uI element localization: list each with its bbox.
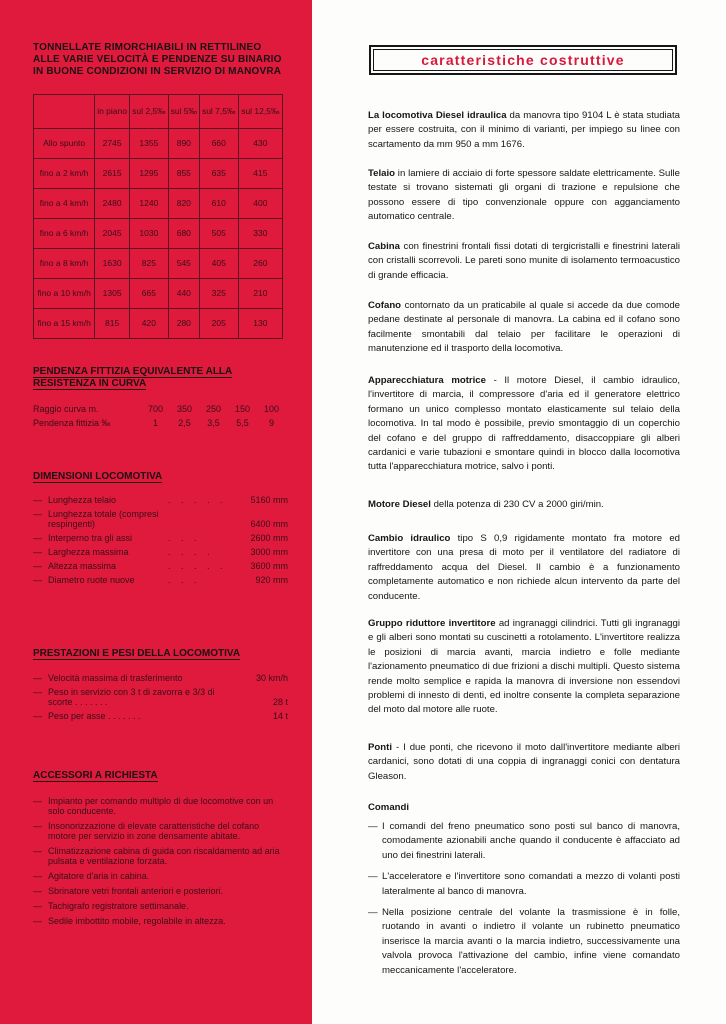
dimension-label: Lunghezza telaio [48, 495, 117, 505]
specs-panel [0, 0, 312, 1024]
dash-glyph: — [33, 561, 42, 571]
column-header: sul 12,5‰ [238, 95, 282, 129]
performance-title: PRESTAZIONI E PESI DELLA LOCOMOTIVA [33, 648, 241, 659]
leader-dots: . . . [168, 533, 201, 543]
accessory-item [33, 821, 288, 841]
accessories-title: ACCESSORI A RICHIESTA [33, 770, 158, 781]
curve-value: 2,5 [178, 418, 191, 428]
dimension-value: 5160 mm [250, 495, 288, 505]
table-cell: 405 [199, 249, 238, 279]
curve-value: 5,5 [236, 418, 249, 428]
dash-glyph: — [368, 871, 378, 883]
command-item [368, 906, 680, 978]
table-cell: 210 [238, 279, 282, 309]
performance-value: 28 t [272, 697, 288, 707]
performance-label: Peso in servizio con 3 t di zavorra e 3/3 di scorte . . . . . . . [48, 687, 215, 707]
table-cell: 260 [238, 249, 282, 279]
dash-glyph: — [368, 907, 378, 919]
para-telaio: Telaio in lamiere di acciaio di forte spessore saldate elettricamente. Sulle testate si trovano sistemati gli organi di trazione e repulsione che possono essere di tipo convenzionale oppure con agganciamento automatico centrale. [368, 168, 680, 223]
table-body [34, 129, 283, 339]
commands-title: Comandi [368, 802, 410, 813]
command-item [368, 870, 680, 899]
dash-glyph: — [33, 687, 42, 697]
table-cell: 890 [168, 129, 199, 159]
table-row [34, 309, 283, 339]
dash-glyph: — [33, 821, 42, 831]
accessory-label: Tachigrafo registratore settimanale. [48, 901, 189, 911]
table-row [34, 249, 283, 279]
table-cell: fino a 6 km/h [34, 219, 95, 249]
table-cell: 1240 [129, 189, 168, 219]
performance-label: Velocità massima di trasferimento [48, 673, 183, 683]
curve-row [33, 402, 288, 416]
para-apparecchiatura: Apparecchiatura motrice - Il motore Diesel, il cambio idraulico, l'invertitore di marcia, il compressore d'aria ed il generatore elettrico formano un unico complesso montato elasticamente sul telaio della locomotiva. In tal modo è possibile, previo smontaggio di un coperchio del cofano e del gruppo di raffreddamento, disaccoppiare gli alberi cardanici e varie tubazioni e smontare quindi in blocco dalla locomotiva tutta l'apparecchiatura motrice, salvo i ponti. [368, 375, 681, 473]
table-cell: 855 [168, 159, 199, 189]
accessory-item [33, 916, 288, 926]
command-text: L'acceleratore e l'invertitore sono comandati a mezzo di volanti posti lateralmente al banco di manovra. [382, 871, 680, 897]
command-item [368, 820, 680, 863]
dash-glyph: — [33, 846, 42, 856]
curve-title: PENDENZA FITTIZIA EQUIVALENTE ALLA RESISTENZA IN CURVA [33, 366, 233, 389]
dash-glyph: — [33, 796, 42, 806]
dimension-value: 6400 mm [250, 519, 288, 529]
performance-value: 30 km/h [255, 673, 288, 683]
dash-glyph: — [33, 901, 42, 911]
curve-value: 350 [176, 404, 193, 414]
dimension-item [33, 533, 288, 543]
leader-dots: . . . [168, 575, 201, 585]
para-gruppo: Gruppo riduttore invertitore ad ingranaggi cilindrici. Tutti gli ingranaggi e gli alberi sono montati su cuscinetti a rotolamento. L'invertitore realizza le posizioni di marcia avanti, marcia indietro e folle mediante l'azionamento pneumatico di due frizioni a dischi multipli. Questo sistema rende molto semplice e rapida la manovra di inversione non essendovi problemi di innesto di denti, ed inoltre consente la completa separazione del moto dal motore alle ruote. [368, 618, 680, 716]
dimension-value: 2600 mm [250, 533, 288, 543]
table-cell: 400 [238, 189, 282, 219]
table-row [34, 219, 283, 249]
column-header: sul 7,5‰ [199, 95, 238, 129]
dimension-item [33, 509, 288, 529]
table-cell: 130 [238, 309, 282, 339]
dimension-label: Altezza massima [48, 561, 117, 571]
dash-glyph: — [33, 916, 42, 926]
table-cell: 545 [168, 249, 199, 279]
table-cell: 1305 [95, 279, 130, 309]
curve-value: 250 [205, 404, 222, 414]
dimension-value: 3600 mm [250, 561, 288, 571]
accessory-label: Sbrinatore vetri frontali anteriori e posteriori. [48, 886, 224, 896]
table-cell: 2480 [95, 189, 130, 219]
para-ponti: Ponti - I due ponti, che ricevono il moto dall'invertitore mediante alberi cardanici, sono dotati di una coppia di ingranaggi conici con dentatura Gleason. [368, 742, 680, 782]
dash-glyph: — [33, 886, 42, 896]
table-cell: 330 [238, 219, 282, 249]
dimensions-title: DIMENSIONI LOCOMOTIVA [33, 471, 163, 482]
table-cell: fino a 10 km/h [34, 279, 95, 309]
accessory-item [33, 886, 288, 896]
table-cell: 2045 [95, 219, 130, 249]
dimension-label: Larghezza massima [48, 547, 129, 557]
curve-row-label: Pendenza fittizia ‰ [33, 418, 111, 428]
curve-value: 150 [234, 404, 251, 414]
table-cell: 280 [168, 309, 199, 339]
table-header-row [34, 95, 283, 129]
curve-row-label: Raggio curva m. [33, 404, 99, 414]
accessories-list [33, 796, 288, 931]
accessory-label: Sedile imbottito mobile, regolabile in altezza. [48, 916, 226, 926]
table-cell: 660 [199, 129, 238, 159]
dash-glyph: — [33, 547, 42, 557]
dimension-item [33, 561, 288, 571]
tonnage-table [33, 94, 283, 339]
dimension-label: Diametro ruote nuove [48, 575, 135, 585]
table-cell: 2745 [95, 129, 130, 159]
table-cell: fino a 2 km/h [34, 159, 95, 189]
table-row [34, 279, 283, 309]
leader-dots: . . . . . [168, 561, 227, 571]
dash-glyph: — [33, 673, 42, 683]
table-cell: 325 [199, 279, 238, 309]
table-cell: 1295 [129, 159, 168, 189]
table-cell: Allo spunto [34, 129, 95, 159]
table-cell: 2615 [95, 159, 130, 189]
column-header: sul 5‰ [168, 95, 199, 129]
dimension-value: 920 mm [255, 575, 288, 585]
accessory-item [33, 901, 288, 911]
table-cell: 1630 [95, 249, 130, 279]
table-cell: fino a 8 km/h [34, 249, 95, 279]
dimension-item [33, 547, 288, 557]
curve-row [33, 416, 288, 430]
accessory-label: Agitatore d'aria in cabina. [48, 871, 150, 881]
curve-value: 3,5 [207, 418, 220, 428]
table-cell: 1030 [129, 219, 168, 249]
table-cell: 815 [95, 309, 130, 339]
accessory-item [33, 871, 288, 881]
command-text: Nella posizione centrale del volante la trasmissione è in folle, ruotando in avanti o indietro il volante un rubinetto pneumatico inserisce la marcia avanti o la marcia indietro, successivamente una valvola provoca l'attivazione del cambio, infine viene comandato meccanicamente l'acceleratore. [382, 907, 680, 976]
table-cell: 440 [168, 279, 199, 309]
dash-glyph: — [33, 533, 42, 543]
accessory-label: Climatizzazione cabina di guida con riscaldamento ad aria pulsata e ventilazione forzata. [48, 846, 280, 866]
dimension-label: Interperno tra gli assi [48, 533, 133, 543]
para-cambio: Cambio idraulico tipo S 0,9 rigidamente montato fra motore ed invertitore con una presa di moto per il ventilatore del radiatore di raffreddamento acqua del Diesel. Il cambio è a funzionamento completamente automatico e non richiede alcun intervento da parte del conducente. [368, 533, 681, 602]
curve-value: 9 [268, 418, 274, 428]
dash-glyph: — [33, 871, 42, 881]
dash-glyph: — [33, 711, 42, 721]
column-header [34, 95, 95, 129]
dash-glyph: — [33, 575, 42, 585]
table-cell: 430 [238, 129, 282, 159]
para-cabina: Cabina con finestrini frontali fissi dotati di tergicristalli e finestrini laterali con cristalli scorrevoli. Le pareti sono munite di isolamento termoacustico di grande efficacia. [368, 241, 680, 281]
performance-item [33, 711, 288, 721]
table-row [34, 159, 283, 189]
performance-item [33, 687, 288, 707]
command-text: I comandi del freno pneumatico sono posti sul banco di manovra, comodamente azionabili anche quando il conducente è affacciato ad uno dei finestrini laterali. [382, 821, 680, 861]
section-title-box [369, 45, 677, 75]
description-panel [312, 0, 726, 1024]
dimension-item [33, 575, 288, 585]
dash-glyph: — [33, 495, 42, 505]
dash-glyph: — [33, 509, 42, 519]
curve-table [33, 402, 288, 430]
accessory-label: Insonorizzazione di elevate caratteristiche del cofano motore per servizio in zone densamente abitate. [48, 821, 260, 841]
accessory-item [33, 846, 288, 866]
table-cell: 825 [129, 249, 168, 279]
table-cell: fino a 4 km/h [34, 189, 95, 219]
table-cell: 680 [168, 219, 199, 249]
para-motore: Motore Diesel della potenza di 230 CV a 2000 giri/min. [368, 499, 604, 510]
page-title: caratteristiche costruttive [421, 52, 625, 68]
dimension-label: Lunghezza totale (compresi respingenti) [48, 509, 159, 529]
dimension-value: 3000 mm [250, 547, 288, 557]
dimension-item [33, 495, 288, 505]
tonnage-header: TONNELLATE RIMORCHIABILI IN RETTILINEO ALLE VARIE VELOCITÀ E PENDENZE SU BINARIO IN BUONE CONDIZIONI IN SERVIZIO DI MANOVRA [33, 42, 282, 77]
leader-dots: . . . . . [168, 495, 227, 505]
performance-list [33, 673, 288, 725]
column-header: in piano [95, 95, 130, 129]
table-cell: fino a 15 km/h [34, 309, 95, 339]
table-cell: 610 [199, 189, 238, 219]
para-cofano: Cofano contornato da un praticabile al quale si accede da due comode pedane destinate al personale di manovra. La cabina ed il cofano sono facilmente smontabili dal telaio per facilitare le operazioni di manutenzione ed il trasporto della locomotiva. [368, 300, 680, 355]
commands-list [368, 820, 680, 985]
para-locomotiva: La locomotiva Diesel idraulica da manovra tipo 9104 L è stata studiata per essere costruita, con il minimo di varianti, per impiego su linee con scartamento da mm 950 a mm 1676. [368, 110, 680, 150]
table-row [34, 189, 283, 219]
table-cell: 665 [129, 279, 168, 309]
curve-value: 100 [263, 404, 280, 414]
table-cell: 205 [199, 309, 238, 339]
curve-value: 1 [152, 418, 158, 428]
dash-glyph: — [368, 821, 378, 832]
table-cell: 1355 [129, 129, 168, 159]
performance-label: Peso per asse . . . . . . . [48, 711, 141, 721]
performance-item [33, 673, 288, 683]
table-cell: 635 [199, 159, 238, 189]
accessory-label: Impianto per comando multiplo di due locomotive con un solo conducente. [48, 796, 274, 816]
performance-value: 14 t [272, 711, 288, 721]
table-cell: 420 [129, 309, 168, 339]
leader-dots: . . . . [168, 547, 214, 557]
table-cell: 415 [238, 159, 282, 189]
curve-value: 700 [147, 404, 164, 414]
table-cell: 505 [199, 219, 238, 249]
table-cell: 820 [168, 189, 199, 219]
column-header: sul 2,5‰ [129, 95, 168, 129]
dimensions-list [33, 495, 288, 589]
accessory-item [33, 796, 288, 816]
table-row [34, 129, 283, 159]
